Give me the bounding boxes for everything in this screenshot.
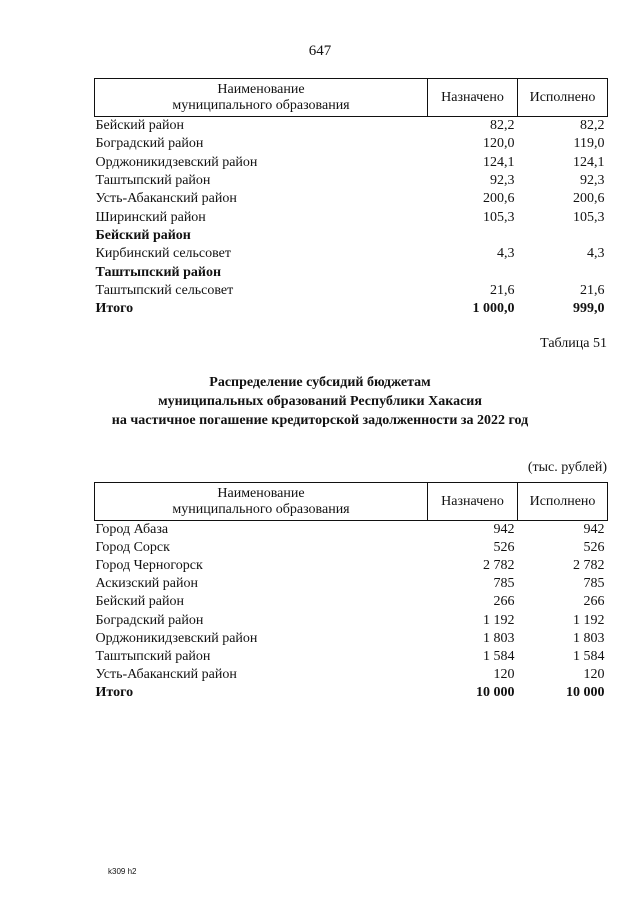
row-executed-cell: 92,3 xyxy=(580,173,605,189)
row-assigned-cell: 124,1 xyxy=(483,154,515,170)
subsidy-table-2 xyxy=(94,482,608,702)
table-row xyxy=(95,611,608,629)
column-header-executed: Исполнено xyxy=(518,483,608,521)
row-executed-cell: 1 803 xyxy=(573,630,605,646)
row-name-cell: Боградский район xyxy=(95,136,204,152)
row-executed-cell: 82,2 xyxy=(580,118,605,134)
row-assigned-cell: 266 xyxy=(493,594,515,610)
table-row xyxy=(95,282,608,300)
row-executed-cell: 10 000 xyxy=(566,684,605,700)
row-name-cell: Город Абаза xyxy=(95,522,169,538)
row-assigned-cell: 105,3 xyxy=(483,209,515,225)
row-name-cell: Орджоникидзевский район xyxy=(95,154,258,170)
row-name-cell: Орджоникидзевский район xyxy=(95,630,258,646)
row-name-cell: Таштыпский сельсовет xyxy=(95,282,234,298)
row-executed-cell: 999,0 xyxy=(573,301,605,317)
total-row xyxy=(95,300,608,318)
table-row xyxy=(95,245,608,263)
header-name-line1: Наименование xyxy=(217,485,305,501)
row-name-cell: Бейский район xyxy=(95,594,184,610)
row-executed-cell: 1 192 xyxy=(573,612,605,628)
row-assigned-cell: 1 192 xyxy=(483,612,515,628)
row-executed-cell: 200,6 xyxy=(573,191,605,207)
group-header-row xyxy=(95,227,608,245)
row-executed-cell: 21,6 xyxy=(580,282,605,298)
row-name-cell: Город Черногорск xyxy=(95,558,203,574)
column-header-municipality xyxy=(95,483,428,521)
header-name-line1: Наименование xyxy=(217,81,305,97)
table-caption xyxy=(0,373,640,430)
row-assigned-cell: 92,3 xyxy=(490,173,515,189)
table-row xyxy=(95,666,608,684)
row-assigned-cell: 10 000 xyxy=(476,684,515,700)
row-executed-cell: 266 xyxy=(583,594,605,610)
row-name-cell: Аскизский район xyxy=(95,576,198,592)
row-executed-cell: 105,3 xyxy=(573,209,605,225)
table-row xyxy=(95,172,608,190)
row-executed-cell: 785 xyxy=(583,576,605,592)
row-executed-cell xyxy=(518,263,608,281)
row-name-cell: Ширинский район xyxy=(95,209,206,225)
row-assigned-cell: 120,0 xyxy=(483,136,515,152)
row-assigned-cell: 785 xyxy=(493,576,515,592)
column-header-executed: Исполнено xyxy=(518,79,608,117)
row-executed-cell: 1 584 xyxy=(573,648,605,664)
row-name-cell: Итого xyxy=(95,301,134,317)
caption-line: на частичное погашение кредиторской задолженности за 2022 год xyxy=(111,413,529,428)
row-name-cell: Кирбинский сельсовет xyxy=(95,246,231,262)
subsidy-table-1 xyxy=(94,78,608,318)
footer-code: k309 h2 xyxy=(108,867,137,876)
caption-line: Распределение субсидий бюджетам xyxy=(209,375,431,390)
row-assigned-cell: 1 584 xyxy=(483,648,515,664)
row-executed-cell: 120 xyxy=(583,666,605,682)
column-header-assigned: Назначено xyxy=(428,79,518,117)
row-assigned-cell xyxy=(428,263,518,281)
table-header-row xyxy=(95,79,608,117)
row-executed-cell: 942 xyxy=(583,522,605,538)
header-name-line2: муниципального образования xyxy=(172,501,350,517)
table-row xyxy=(95,557,608,575)
row-name-cell: Таштыпский район xyxy=(95,648,211,664)
row-executed-cell: 119,0 xyxy=(573,136,605,152)
units-label: (тыс. рублей) xyxy=(527,460,607,475)
row-assigned-cell: 200,6 xyxy=(483,191,515,207)
row-assigned-cell: 2 782 xyxy=(483,558,515,574)
row-assigned-cell: 1 000,0 xyxy=(472,301,515,317)
group-header-row xyxy=(95,263,608,281)
column-header-municipality xyxy=(95,79,428,117)
table-row xyxy=(95,575,608,593)
row-assigned-cell: 942 xyxy=(493,522,515,538)
table-header-row xyxy=(95,483,608,521)
table-row xyxy=(95,208,608,226)
row-name-cell: Усть-Абаканский район xyxy=(95,191,237,207)
row-name-cell: Бейский район xyxy=(95,227,191,243)
row-assigned-cell: 120 xyxy=(493,666,515,682)
table-row xyxy=(95,117,608,136)
row-assigned-cell: 21,6 xyxy=(490,282,515,298)
page-number: 647 xyxy=(308,43,332,59)
row-assigned-cell: 526 xyxy=(493,540,515,556)
row-name-cell: Усть-Абаканский район xyxy=(95,666,237,682)
row-executed-cell: 526 xyxy=(583,540,605,556)
row-name-cell: Таштыпский район xyxy=(95,264,222,280)
row-assigned-cell: 1 803 xyxy=(483,630,515,646)
table-row xyxy=(95,648,608,666)
table-row xyxy=(95,593,608,611)
table-row xyxy=(95,630,608,648)
row-executed-cell: 2 782 xyxy=(573,558,605,574)
total-row xyxy=(95,684,608,702)
row-name-cell: Боградский район xyxy=(95,612,204,628)
table-row xyxy=(95,154,608,172)
header-name-line2: муниципального образования xyxy=(172,97,350,113)
table-number: Таблица 51 xyxy=(540,336,607,351)
row-name-cell: Таштыпский район xyxy=(95,173,211,189)
row-name-cell: Город Сорск xyxy=(95,540,170,556)
row-executed-cell xyxy=(518,227,608,245)
row-assigned-cell xyxy=(428,227,518,245)
row-assigned-cell: 4,3 xyxy=(497,246,515,262)
row-assigned-cell: 82,2 xyxy=(490,118,515,134)
table-row xyxy=(95,135,608,153)
row-name-cell: Итого xyxy=(95,684,134,700)
row-executed-cell: 124,1 xyxy=(573,154,605,170)
table-row xyxy=(95,521,608,540)
table-row xyxy=(95,539,608,557)
caption-line: муниципальных образований Республики Хакасия xyxy=(158,394,482,409)
row-name-cell: Бейский район xyxy=(95,118,184,134)
column-header-assigned: Назначено xyxy=(428,483,518,521)
row-executed-cell: 4,3 xyxy=(587,246,605,262)
table-row xyxy=(95,190,608,208)
